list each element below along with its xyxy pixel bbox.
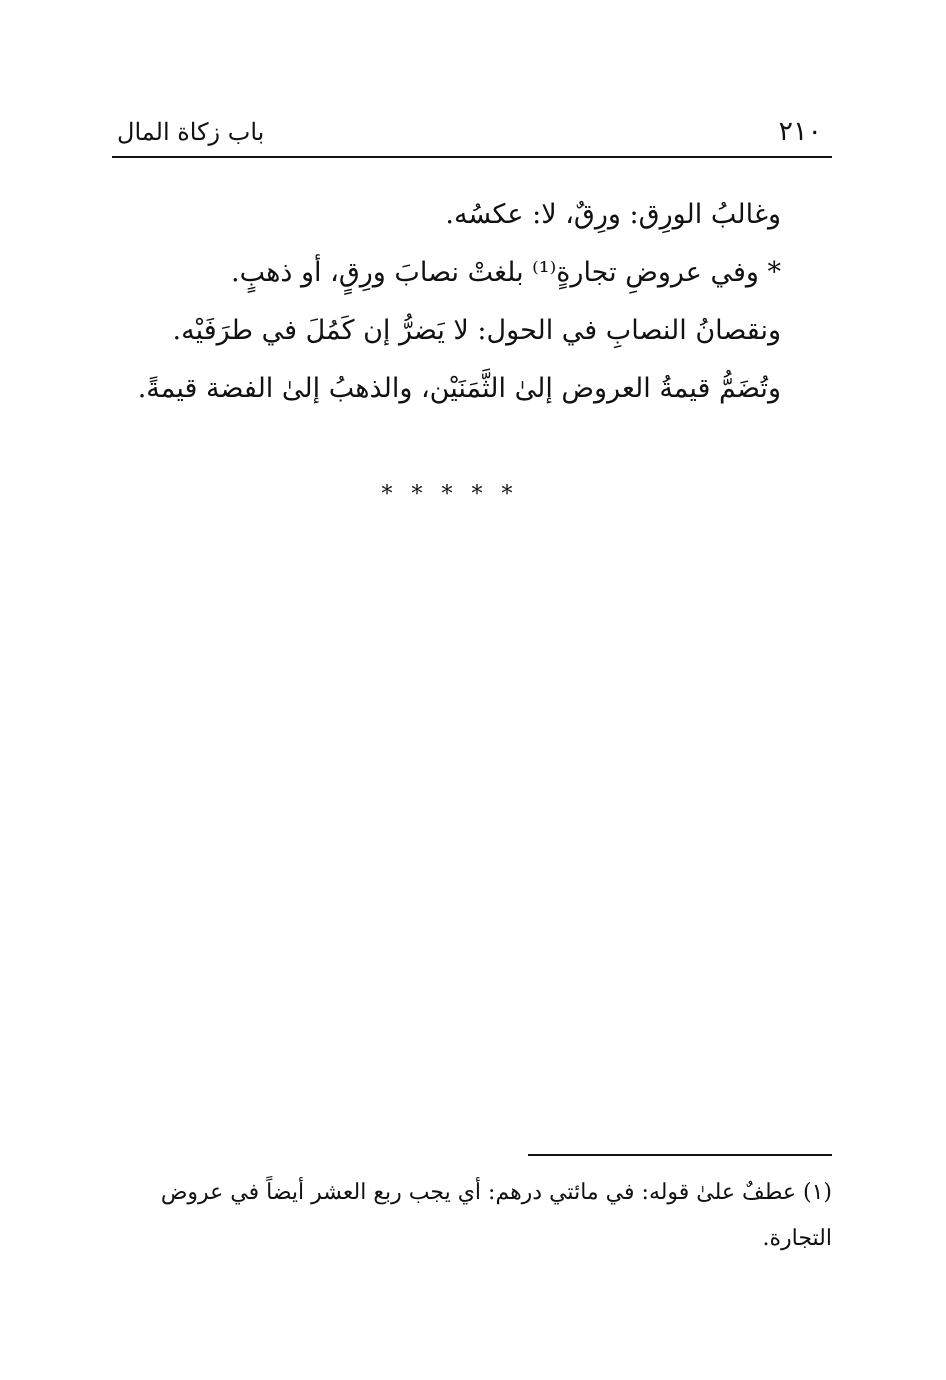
text-line: وغالبُ الورِق: ورِقٌ، لا: عكسُه. (445, 199, 781, 230)
header-rule (112, 156, 832, 158)
footnote (120, 1170, 832, 1262)
running-title: باب زكاة المال (117, 118, 265, 146)
page-number: ٢١٠ (778, 116, 822, 147)
text-line: وتُضَمُّ قيمةُ العروض إلىٰ الثَّمَنَيْن، والذهبُ إلىٰ الفضة قيمةً. (137, 373, 781, 404)
footnote-line: (١) عطفٌ علىٰ قوله: في مائتي درهم: أي يجب ربع العشر أيضاً في عروض (160, 1180, 832, 1205)
text-line: * وفي عروضِ تجارةٍ⁽¹⁾ بلغتْ نصابَ ورِقٍ، أو ذهبٍ. (231, 257, 781, 288)
section-separator: * * * * * (381, 482, 519, 507)
footnote-line: التجارة. (762, 1226, 832, 1251)
main-text (137, 186, 781, 418)
text-line: ونقصانُ النصابِ في الحول: لا يَضرُّ إن كَمُلَ في طرَفَيْه. (172, 315, 781, 346)
footnote-rule (528, 1154, 832, 1156)
page-header (112, 112, 832, 158)
